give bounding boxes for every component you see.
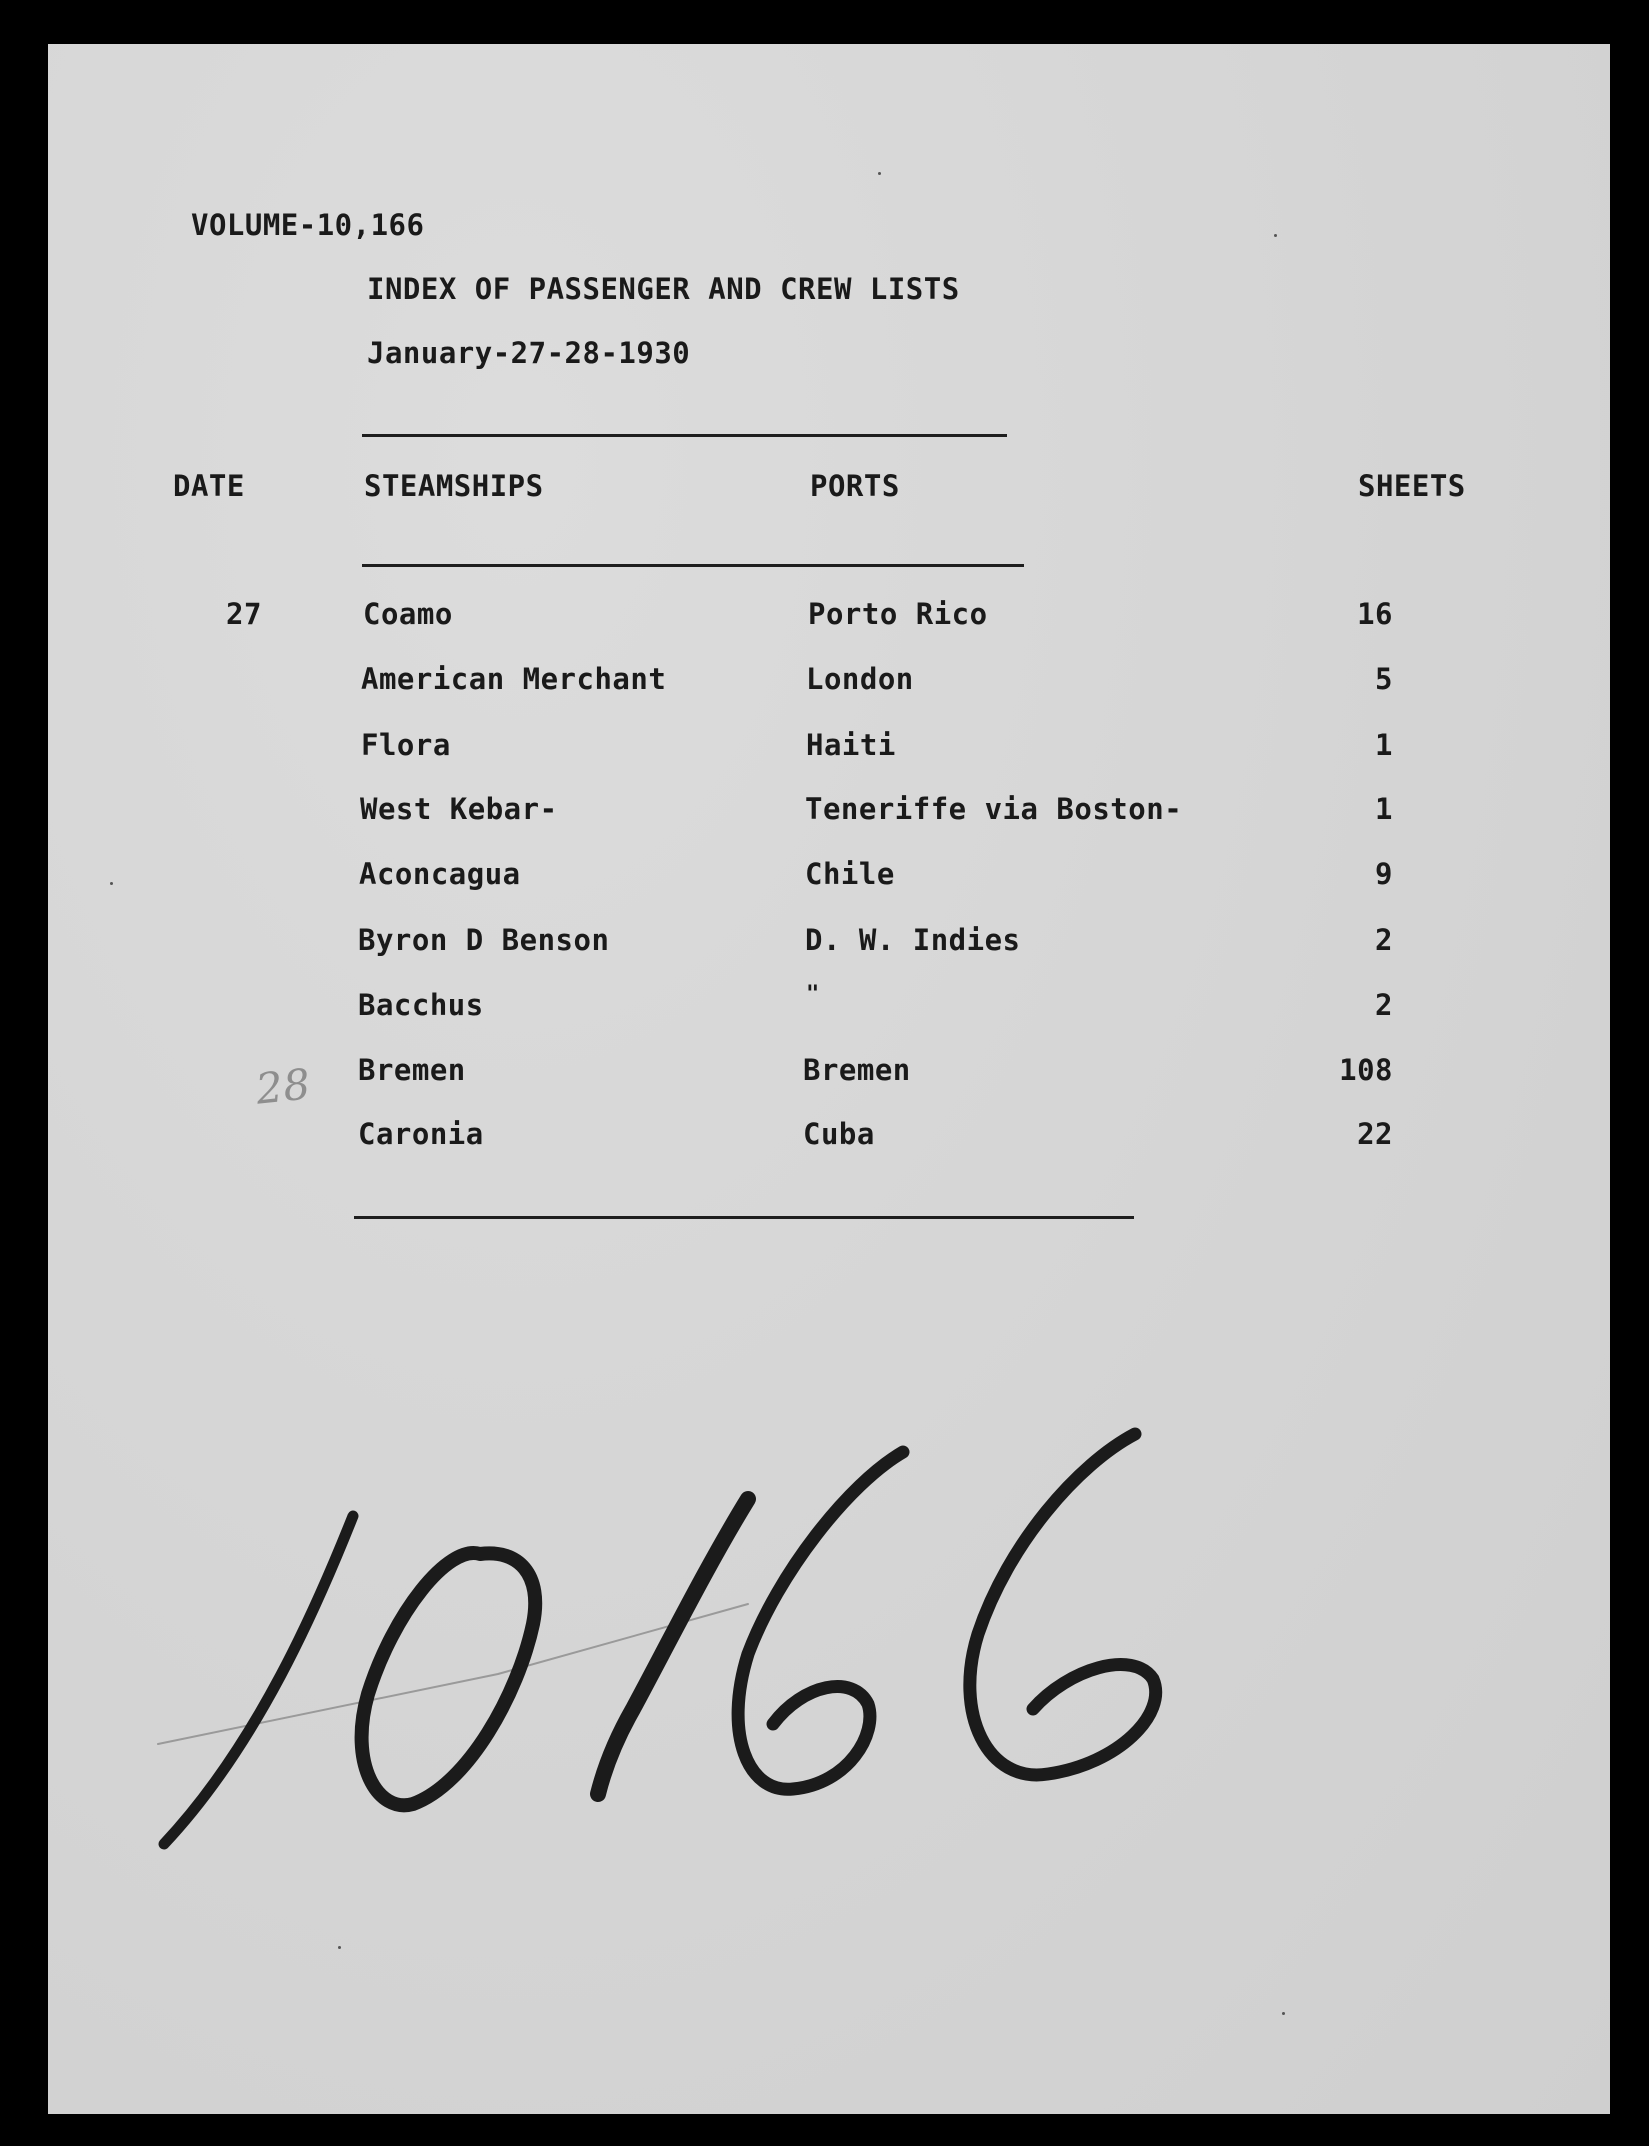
row-ship: West Kebar- (360, 792, 558, 826)
row-ship: Bremen (358, 1053, 466, 1087)
row-sheets: 5 (1375, 662, 1393, 696)
row-sheets: 22 (1357, 1117, 1393, 1151)
row-port: Chile (805, 857, 895, 891)
row-port: Porto Rico (808, 597, 988, 631)
volume-label: VOLUME-10,166 (191, 208, 425, 242)
row-sheets: 2 (1375, 988, 1393, 1022)
row-port: London (806, 662, 914, 696)
row-sheets: 16 (1357, 597, 1393, 631)
date-range: January-27-28-1930 (367, 336, 691, 370)
row-ship: Flora (361, 728, 451, 762)
row-port: Bremen (803, 1053, 911, 1087)
dust-speck (878, 172, 881, 175)
row-ship: American Merchant (361, 662, 667, 696)
row-sheets: 1 (1375, 728, 1393, 762)
dust-speck (1274, 234, 1277, 237)
row-port: Cuba (803, 1117, 875, 1151)
row-ship: Aconcagua (359, 857, 521, 891)
handwritten-date-note: 28 (253, 1059, 313, 1114)
row-sheets: 9 (1375, 857, 1393, 891)
row-date: 27 (226, 597, 262, 631)
row-port: Haiti (806, 728, 896, 762)
row-ship: Coamo (363, 597, 453, 631)
document-sheet (48, 44, 1610, 2114)
row-ship: Byron D Benson (358, 923, 610, 957)
document-title: INDEX OF PASSENGER AND CREW LISTS (367, 272, 960, 306)
handwritten-volume-number (48, 44, 1610, 2114)
header-steamships: STEAMSHIPS (364, 469, 544, 503)
dust-speck (338, 1946, 341, 1949)
row-sheets: 108 (1339, 1053, 1393, 1087)
dust-speck (110, 882, 113, 885)
header-date: DATE (173, 469, 245, 503)
row-ship: Caronia (358, 1117, 484, 1151)
row-sheets: 2 (1375, 923, 1393, 957)
header-sheets: SHEETS (1358, 469, 1466, 503)
row-port: D. W. Indies (805, 923, 1021, 957)
row-port: " (806, 982, 820, 1007)
row-ship: Bacchus (358, 988, 484, 1022)
dust-speck (1282, 2012, 1285, 2015)
row-sheets: 1 (1375, 792, 1393, 826)
row-port: Teneriffe via Boston- (805, 792, 1183, 826)
header-ports: PORTS (810, 469, 900, 503)
